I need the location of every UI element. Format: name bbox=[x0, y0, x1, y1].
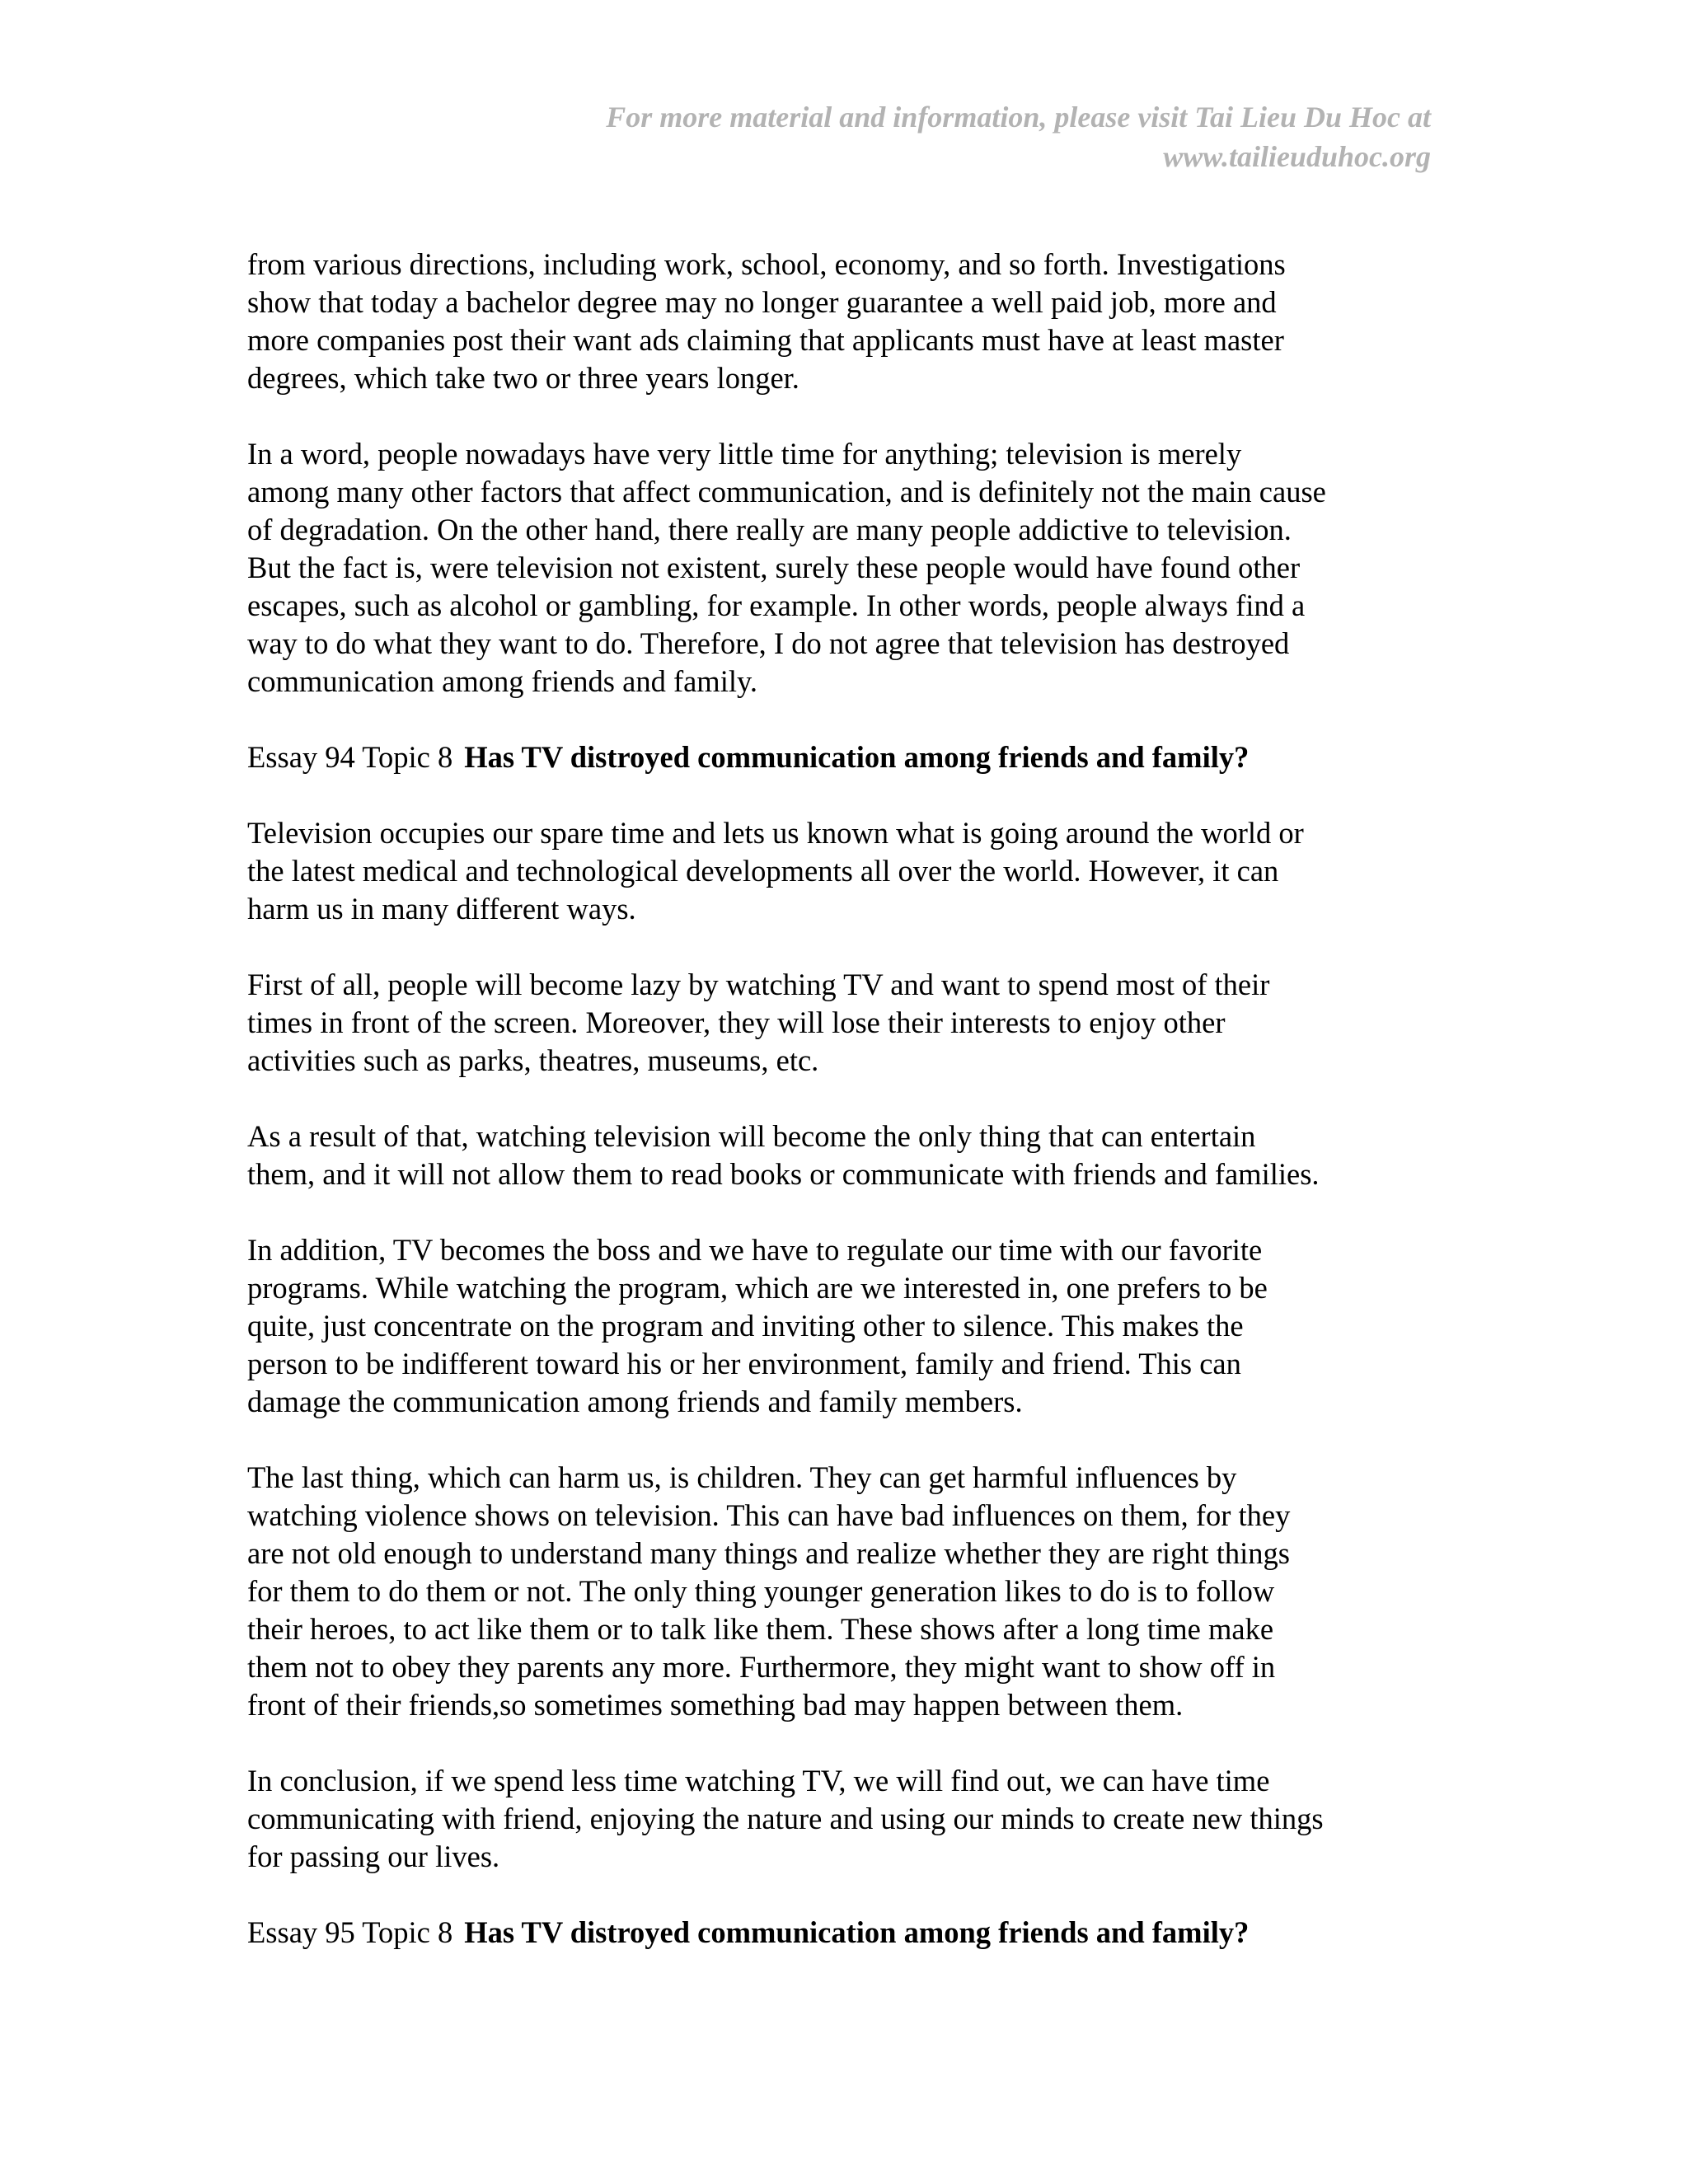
text-line: more companies post their want ads claiming that applicants must have at least master bbox=[247, 323, 1284, 357]
essay-95-heading bbox=[247, 1914, 1442, 1952]
text-line: quite, just concentrate on the program and inviting other to silence. This makes the bbox=[247, 1309, 1244, 1343]
paragraph-conclusion-essay93 bbox=[247, 435, 1442, 701]
essay-94-paragraph-children bbox=[247, 1459, 1442, 1724]
text-line: harm us in many different ways. bbox=[247, 892, 636, 926]
essay-94-paragraph-addition bbox=[247, 1231, 1442, 1421]
text-line: front of their friends,so sometimes something bad may happen between them. bbox=[247, 1688, 1184, 1722]
text-line: degrees, which take two or three years longer. bbox=[247, 361, 799, 395]
essay-94-paragraph-first bbox=[247, 966, 1442, 1080]
text-line: damage the communication among friends and family members. bbox=[247, 1385, 1023, 1418]
text-line: their heroes, to act like them or to talk like them. These shows after a long time make bbox=[247, 1612, 1274, 1646]
text-line: The last thing, which can harm us, is children. They can get harmful influences by bbox=[247, 1460, 1237, 1494]
text-line: way to do what they want to do. Therefore, I do not agree that television has destroyed bbox=[247, 626, 1290, 660]
text-line: In a word, people nowadays have very little time for anything; television is merely bbox=[247, 437, 1242, 471]
document-body bbox=[247, 246, 1442, 1990]
text-line: of degradation. On the other hand, there really are many people addictive to television. bbox=[247, 513, 1292, 546]
header-line-1: For more material and information, please visit Tai Lieu Du Hoc at bbox=[606, 101, 1431, 134]
essay-94-paragraph-conclusion bbox=[247, 1762, 1442, 1876]
header-line-2: www.tailieuduhoc.org bbox=[1163, 140, 1431, 173]
text-line: As a result of that, watching television will become the only thing that can entertain bbox=[247, 1119, 1256, 1153]
text-line: escapes, such as alcohol or gambling, for example. In other words, people always find a bbox=[247, 588, 1306, 622]
essay-94-title: Has TV distroyed communication among friends and family? bbox=[464, 740, 1250, 774]
text-line: times in front of the screen. Moreover, they will lose their interests to enjoy other bbox=[247, 1005, 1226, 1039]
text-line: communicating with friend, enjoying the nature and using our minds to create new things bbox=[247, 1802, 1324, 1835]
text-line: them, and it will not allow them to read books or communicate with friends and families. bbox=[247, 1157, 1320, 1191]
text-line: watching violence shows on television. This can have bad influences on them, for they bbox=[247, 1498, 1291, 1532]
text-line: for passing our lives. bbox=[247, 1840, 500, 1873]
text-line: are not old enough to understand many things and realize whether they are right things bbox=[247, 1536, 1290, 1570]
text-line: from various directions, including work, school, economy, and so forth. Investigations bbox=[247, 247, 1286, 281]
text-line: activities such as parks, theatres, museums, etc. bbox=[247, 1043, 819, 1077]
essay-95-label: Essay 95 Topic 8 bbox=[247, 1915, 453, 1949]
text-line: them not to obey they parents any more. Furthermore, they might want to show off in bbox=[247, 1650, 1276, 1684]
text-line: among many other factors that affect communication, and is definitely not the main cause bbox=[247, 475, 1326, 509]
text-line: First of all, people will become lazy by watching TV and want to spend most of their bbox=[247, 968, 1270, 1001]
text-line: communication among friends and family. bbox=[247, 664, 757, 698]
text-line: person to be indifferent toward his or her environment, family and friend. This can bbox=[247, 1347, 1241, 1380]
text-line: show that today a bachelor degree may no longer guarantee a well paid job, more and bbox=[247, 285, 1277, 319]
text-line: for them to do them or not. The only thing younger generation likes to do is to follow bbox=[247, 1574, 1275, 1608]
text-line: Television occupies our spare time and lets us known what is going around the world or bbox=[247, 816, 1304, 850]
text-line: In conclusion, if we spend less time watching TV, we will find out, we can have time bbox=[247, 1764, 1270, 1797]
essay-95-title: Has TV distroyed communication among friends and family? bbox=[464, 1915, 1250, 1949]
text-line: But the fact is, were television not existent, surely these people would have found other bbox=[247, 551, 1301, 584]
text-line: the latest medical and technological developments all over the world. However, it can bbox=[247, 854, 1279, 888]
essay-94-heading bbox=[247, 738, 1442, 776]
essay-94-label: Essay 94 Topic 8 bbox=[247, 740, 453, 774]
essay-94-paragraph-result bbox=[247, 1118, 1442, 1193]
page-header bbox=[442, 97, 1431, 176]
text-line: In addition, TV becomes the boss and we have to regulate our time with our favorite bbox=[247, 1233, 1263, 1267]
text-line: programs. While watching the program, which are we interested in, one prefers to be bbox=[247, 1271, 1268, 1305]
paragraph-continuation bbox=[247, 246, 1442, 397]
essay-94-paragraph-intro bbox=[247, 814, 1442, 928]
